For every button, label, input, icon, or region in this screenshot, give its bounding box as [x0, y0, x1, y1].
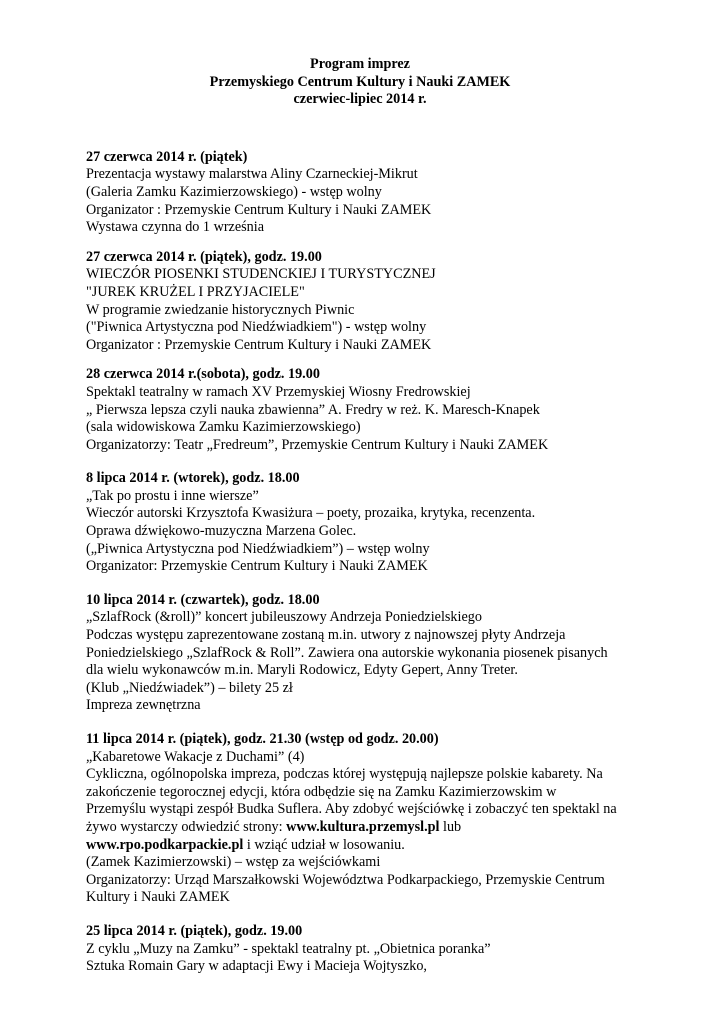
event-line: Wystawa czynna do 1 września	[86, 219, 264, 236]
event-line: Impreza zewnętrzna	[86, 697, 201, 714]
event-line: („Piwnica Artystyczna pod Niedźwiadkiem”) – wstęp wolny	[86, 540, 430, 557]
header-title: Program imprez	[310, 56, 410, 72]
event-line: Oprawa dźwiękowo-muzyczna Marzena Golec.	[86, 523, 357, 540]
event-item	[86, 366, 696, 454]
event-line: Organizator : Przemyskie Centrum Kultury i Nauki ZAMEK	[86, 201, 432, 218]
event-date: 10 lipca 2014 r. (czwartek), godz. 18.00	[86, 591, 320, 608]
event-line: (Galeria Zamku Kazimierzowskiego) - wstęp wolny	[86, 183, 382, 200]
event-line: (sala widowiskowa Zamku Kazimierzowskiego)	[86, 419, 361, 436]
event-date: 27 czerwca 2014 r. (piątek)	[86, 148, 248, 165]
event-item	[86, 149, 696, 237]
event-line: "JUREK KRUŻEL I PRZYJACIELE"	[86, 283, 305, 300]
event-line	[86, 837, 696, 855]
event-line: WIECZÓR PIOSENKI STUDENCKIEJ I TURYSTYCZNEJ	[86, 266, 436, 283]
event-line: „SzlafRock (&roll)” koncert jubileuszowy Andrzeja Poniedzielskiego	[86, 609, 482, 626]
event-line: Kultury i Nauki ZAMEK	[86, 889, 230, 906]
event-line: Spektakl teatralny w ramach XV Przemyskiej Wiosny Fredrowskiej	[86, 383, 471, 400]
header-period: czerwiec-lipiec 2014 r.	[293, 91, 427, 108]
website-link-kultura[interactable]: www.kultura.przemysl.pl	[286, 818, 440, 835]
event-date: 27 czerwca 2014 r. (piątek), godz. 19.00	[86, 248, 322, 265]
document-header	[86, 56, 634, 109]
event-date: 8 lipca 2014 r. (wtorek), godz. 18.00	[86, 470, 300, 487]
event-date: 25 lipca 2014 r. (piątek), godz. 19.00	[86, 922, 303, 939]
event-line: Sztuka Romain Gary w adaptacji Ewy i Macieja Wojtyszko,	[86, 958, 427, 975]
event-line: Poniedzielskiego „SzlafRock & Roll”. Zawiera ona autorskie wykonania piosenek pisanych	[86, 644, 608, 661]
event-line: Organizatorzy: Teatr „Fredreum”, Przemyskie Centrum Kultury i Nauki ZAMEK	[86, 436, 549, 453]
event-line: Podczas występu zaprezentowane zostaną m.in. utwory z najnowszej płyty Andrzeja	[86, 627, 566, 644]
event-line: (Zamek Kazimierzowski) – wstęp za wejściówkami	[86, 854, 381, 871]
event-item	[86, 731, 696, 907]
event-line-text: lub	[439, 818, 462, 835]
event-line: Cykliczna, ogólnopolska impreza, podczas której występują najlepsze polskie kabarety. Na	[86, 766, 603, 783]
event-line: Organizator: Przemyskie Centrum Kultury i Nauki ZAMEK	[86, 558, 428, 575]
event-line: (Klub „Niedźwiadek”) – bilety 25 zł	[86, 679, 293, 696]
event-line: W programie zwiedzanie historycznych Piwnic	[86, 301, 355, 318]
event-item	[86, 470, 696, 576]
event-date: 11 lipca 2014 r. (piątek), godz. 21.30 (wstęp od godz. 20.00)	[86, 731, 439, 747]
event-line: Wieczór autorski Krzysztofa Kwasiżura – poety, prozaika, krytyka, recenzenta.	[86, 505, 536, 522]
event-line: „Tak po prostu i inne wiersze”	[86, 487, 259, 504]
event-line-text: żywo wystarczy odwiedzić strony:	[86, 818, 287, 835]
event-date: 28 czerwca 2014 r.(sobota), godz. 19.00	[86, 366, 320, 383]
event-line: Przemyślu wystąpi zespół Budka Suflera. Aby zdobyć wejściówkę i zobaczyć ten spektakl na	[86, 801, 617, 818]
event-line: Prezentacja wystawy malarstwa Aliny Czarneckiej-Mikrut	[86, 166, 418, 183]
event-item	[86, 592, 696, 715]
event-line: dla wielu wykonawców m.in. Maryli Rodowicz, Edyty Gepert, Anny Treter.	[86, 662, 518, 679]
event-line: „ Pierwsza lepsza czyli nauka zbawienna” A. Fredry w reż. K. Maresch-Knapek	[86, 401, 540, 418]
event-line-text: i wziąć udział w losowaniu.	[243, 836, 405, 853]
event-line: Organizator : Przemyskie Centrum Kultury i Nauki ZAMEK	[86, 336, 432, 353]
document-page	[86, 56, 696, 988]
header-organization: Przemyskiego Centrum Kultury i Nauki ZAMEK	[209, 73, 511, 90]
event-line: ("Piwnica Artystyczna pod Niedźwiadkiem") - wstęp wolny	[86, 319, 427, 336]
event-item	[86, 249, 696, 355]
website-link-rpo[interactable]: www.rpo.podkarpackie.pl	[86, 836, 244, 853]
event-line: Organizatorzy: Urząd Marszałkowski Województwa Podkarpackiego, Przemyskie Centrum	[86, 871, 605, 888]
event-line	[86, 819, 696, 837]
event-line: zakończenie tegorocznej edycji, która odbędzie się na Zamku Kazimierzowskim w	[86, 783, 557, 800]
event-item	[86, 923, 696, 976]
event-line: Z cyklu „Muzy na Zamku” - spektakl teatralny pt. „Obietnica poranka”	[86, 940, 491, 957]
event-line: „Kabaretowe Wakacje z Duchami” (4)	[86, 748, 305, 765]
